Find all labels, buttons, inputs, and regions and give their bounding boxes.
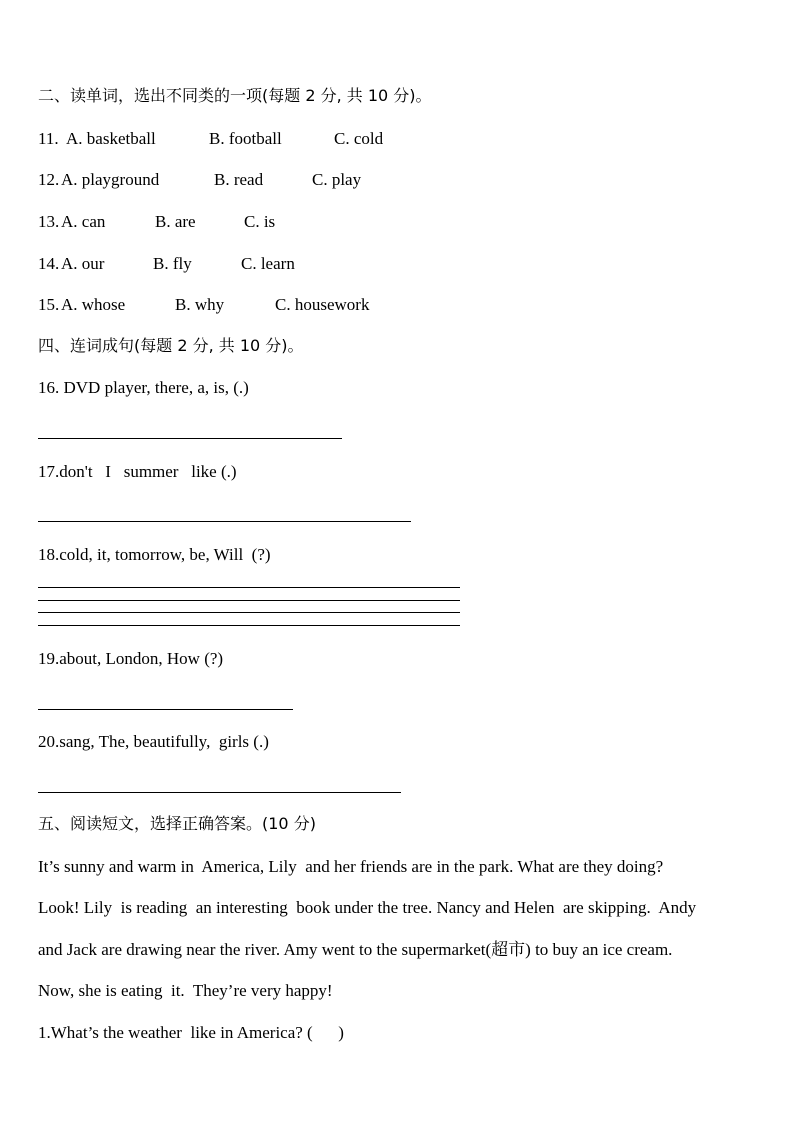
option-c: C. housework (275, 295, 370, 314)
section-2-heading: 二、读单词，选出不同类的一项(每题 2 分, 共 10 分)。 (38, 86, 432, 105)
question-number: 12. (38, 170, 60, 189)
question-number: 11. (38, 129, 63, 148)
question-number: 15. (38, 295, 60, 314)
passage-line: Now, she is eating it. They’re very happy! (38, 981, 333, 1000)
option-c: C. learn (241, 254, 295, 273)
answer-line[interactable] (38, 792, 401, 793)
answer-line[interactable] (38, 438, 342, 439)
answer-line[interactable] (38, 587, 460, 588)
question-20: 20.sang, The, beautifully, girls (.) (38, 732, 269, 751)
question-number: 14. (38, 254, 60, 273)
answer-line[interactable] (38, 600, 460, 601)
passage-line: It’s sunny and warm in America, Lily and her friends are in the park. What are they doing? (38, 857, 664, 876)
option-c: C. is (244, 212, 276, 231)
option-a: A. whose (61, 295, 126, 314)
reading-question-1: 1.What’s the weather like in America? ( ) (38, 1023, 344, 1042)
option-a: A. can (61, 212, 106, 231)
option-b: B. fly (153, 254, 192, 273)
question-17: 17.don't I summer like (.) (38, 462, 237, 481)
question-19: 19.about, London, How (?) (38, 649, 224, 668)
answer-line[interactable] (38, 709, 293, 710)
option-a: A. playground (61, 170, 160, 189)
option-c: C. cold (334, 129, 384, 148)
passage-line: and Jack are drawing near the river. Amy went to the supermarket(超市) to buy an ice cream. (38, 940, 673, 959)
section-5-heading: 五、阅读短文，选择正确答案。(10 分) (38, 814, 316, 833)
option-a: A. basketball (66, 129, 156, 148)
option-b: B. are (155, 212, 196, 231)
question-16: 16. DVD player, there, a, is, (.) (38, 378, 249, 397)
question-18: 18.cold, it, tomorrow, be, Will (?) (38, 545, 271, 564)
answer-line[interactable] (38, 612, 460, 613)
answer-line[interactable] (38, 521, 411, 522)
option-a: A. our (61, 254, 105, 273)
question-number: 13. (38, 212, 60, 231)
option-b: B. football (209, 129, 282, 148)
section-4-heading: 四、连词成句(每题 2 分, 共 10 分)。 (38, 336, 304, 355)
passage-line: Look! Lily is reading an interesting book under the tree. Nancy and Helen are skipping. Andy (38, 898, 697, 917)
option-c: C. play (312, 170, 362, 189)
answer-line[interactable] (38, 625, 460, 626)
option-b: B. why (175, 295, 225, 314)
option-b: B. read (214, 170, 264, 189)
